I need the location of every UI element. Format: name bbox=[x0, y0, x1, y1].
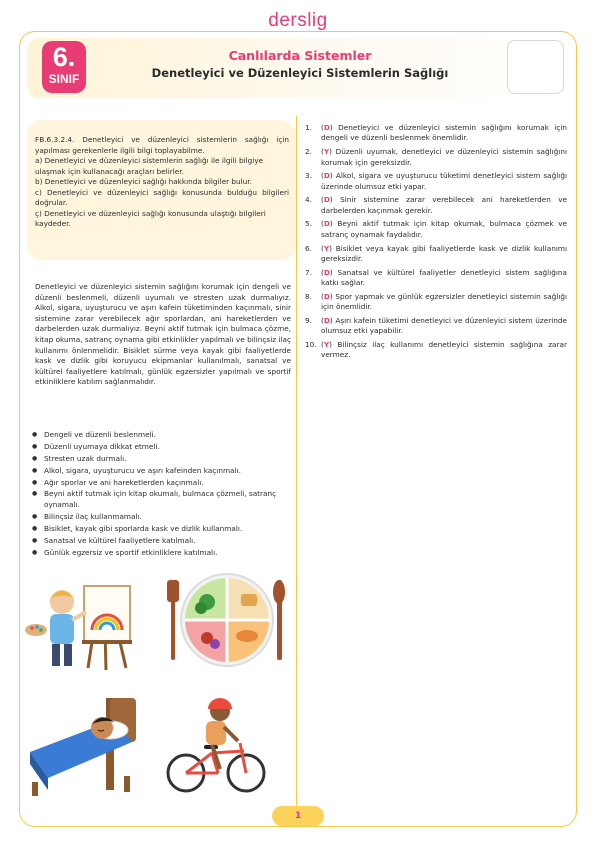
question-item: 6. (Y) Bisiklet veya kayak gibi faaliyetlerde kask ve dizlik kullanımı gereksizdir. bbox=[305, 243, 567, 263]
answer-mark: D bbox=[323, 171, 330, 181]
question-item: 2. (Y) Düzenli uyumak, denetleyici ve düzenleyici sistemin sağlığını korumak için gereksizdir. bbox=[305, 147, 567, 167]
list-item: ● Sanatsal ve kültürel faaliyetlere katılmalı. bbox=[32, 536, 294, 547]
answer-mark: Y bbox=[323, 147, 330, 157]
question-number: 3. bbox=[305, 171, 312, 181]
list-item: ● Beyni aktif tutmak için kitap okumalı, bulmaca çözmeli, satranç oynamalı. bbox=[32, 489, 294, 510]
column-divider bbox=[296, 116, 297, 811]
question-item: 4. (D) Sinir sistemine zarar verebilecek ani hareketlerden ve darbelerden kaçınmak gerekir. bbox=[305, 195, 568, 215]
question-number: 5. bbox=[305, 219, 312, 229]
answer-mark: Y bbox=[323, 243, 330, 253]
question-item: 5. (D) Beyni aktif tutmak için kitap okumak, bulmaca çözmek ve satranç oynamak faydalıdır. bbox=[305, 219, 568, 239]
list-item: ● Stresten uzak durmalı. bbox=[32, 454, 294, 465]
question-text: Düzenli uyumak, denetleyici ve düzenleyici sistemin sağlığını korumak için gereksizdir. bbox=[321, 147, 567, 167]
objective-line: ç) Denetleyici ve düzenleyici sağlığı konusunda ulaştığı bilgileri kaydeder. bbox=[35, 208, 266, 228]
list-item: ● Düzenli uyumaya dikkat etmeli. bbox=[32, 442, 294, 453]
corner-box bbox=[507, 40, 564, 94]
question-text: Sinir sistemine zarar verebilecek ani hareketlerden ve darbelerden kaçınmak gerekir. bbox=[321, 195, 568, 215]
answer-mark: D bbox=[323, 219, 330, 229]
question-number: 10. bbox=[305, 339, 317, 349]
grade-number: 6. bbox=[52, 42, 76, 72]
objective-line: c) Denetleyici ve düzenleyici sağlığı konusunda bulduğu bilgileri doğrular. bbox=[35, 187, 289, 207]
cycling-child-illustration bbox=[164, 695, 268, 797]
answer-mark: D bbox=[323, 195, 330, 205]
sleeping-child-illustration bbox=[24, 690, 142, 798]
painting-child-illustration bbox=[22, 572, 144, 672]
question-item: 9. (D) Aşırı kafein tüketimi denetleyici ve düzenleyici sistem üzerinde olumsuz etki yapabilir. bbox=[305, 315, 567, 336]
grade-label: SINIF bbox=[48, 72, 80, 86]
question-text: Alkol, sigara ve uyuşturucu tüketimi denetleyici sistem sağlığı üzerinde olumsuz etki yapar. bbox=[321, 171, 567, 191]
question-text: Bilinçsiz ilaç kullanımı denetleyici sistemin sağlığına zarar vermez. bbox=[321, 339, 567, 360]
list-item: ● Alkol, sigara, uyuşturucu ve aşırı kafeinden kaçınmalı. bbox=[32, 466, 294, 477]
question-item: 3. (D) Alkol, sigara ve uyuşturucu tüketimi denetleyici sistem sağlığı üzerinde olumsuz etki yapar. bbox=[305, 171, 567, 191]
topic-title: Denetleyici ve Düzenleyici Sistemlerin Sağlığı bbox=[151, 66, 449, 80]
answer-mark: D bbox=[323, 315, 330, 325]
question-number: 9. bbox=[305, 315, 312, 325]
bullet-list bbox=[32, 430, 294, 559]
question-number: 2. bbox=[305, 147, 312, 157]
page-number: 1 bbox=[272, 806, 324, 826]
unit-title: Canlılarda Sistemler bbox=[228, 48, 372, 63]
objective-text bbox=[35, 135, 289, 230]
question-number: 6. bbox=[305, 243, 312, 253]
brand-logo: derslig bbox=[268, 10, 328, 31]
grade-badge bbox=[42, 41, 86, 93]
list-item: ● Bilinçsiz ilaç kullanmamalı. bbox=[32, 512, 294, 523]
list-item: ● Günlük egzersiz ve sportif etkinliklere katılmalı. bbox=[32, 548, 294, 559]
objective-line: a) Denetleyici ve düzenleyici sistemlerin sağlığı ile ilgili bilgiye ulaşmak için kullanacağı araçları belirler. bbox=[35, 156, 264, 176]
answer-mark: D bbox=[323, 291, 330, 301]
question-number: 1. bbox=[305, 123, 312, 132]
list-item: ● Dengeli ve düzenli beslenmeli. bbox=[32, 430, 294, 441]
question-text: Bisiklet veya kayak gibi faaliyetlerde kask ve dizlik kullanımı gereksizdir. bbox=[321, 243, 567, 263]
objective-line: b) Denetleyici ve düzenleyici sağlığı hakkında bilgiler bulur. bbox=[35, 177, 252, 186]
answer-mark: D bbox=[323, 123, 330, 132]
question-number: 4. bbox=[305, 195, 312, 205]
body-paragraph: Denetleyici ve düzenleyici sistemin sağlığını korumak için dengeli ve düzenli beslenmeli, düzenli uyumalı ve stresten uzak durmalıyız. Alkol, sigara, uyuşturucu ve aşırı kafein tüketiminden kaçınmalı, sinir sistemine zarar verebilecek ağır sporlardan, ani hareketlerden ve darbelerden uzak durmalıyız. Beyni aktif tutmak için bulmaca çözme, kitap okuma, satranç oynama gibi etkinlikler yapılmalı ve bilinçsiz ilaç kullanımı önlenmelidir. Bisiklet sürme veya kayak gibi faaliyetlerde kask ve dizlik gibi koruyucu ekipmanlar kullanılmalı, sanatsal ve kültürel faaliyetlere katılmalı, günlük egzersizler yapılmalı ve sportif etkinliklere katılım sağlanmalıdır. bbox=[35, 282, 291, 387]
question-text: Beyni aktif tutmak için kitap okumak, bulmaca çözmek ve satranç oynamak faydalıdır. bbox=[321, 219, 568, 239]
food-plate-illustration bbox=[165, 570, 289, 670]
list-item: ● Ağır sporlar ve ani hareketlerden kaçınmalı. bbox=[32, 478, 294, 489]
question-number: 8. bbox=[305, 291, 312, 301]
question-text: Aşırı kafein tüketimi denetleyici ve düzenleyici sistem üzerinde olumsuz etki yapabilir. bbox=[321, 315, 567, 336]
question-text: Sanatsal ve kültürel faaliyetler denetleyici sistem sağlığına katkı sağlar. bbox=[321, 267, 567, 288]
answer-mark: Y bbox=[323, 339, 330, 349]
question-number: 7. bbox=[305, 267, 312, 277]
question-text: Spor yapmak ve günlük egzersizler denetleyici sistemin sağlığı için önemlidir. bbox=[321, 291, 568, 312]
question-item: 1. (D) Denetleyici ve düzenleyici sistemin sağlığını korumak için dengeli ve düzenli beslenmek önemlidir. bbox=[305, 123, 568, 143]
question-item: 7. (D) Sanatsal ve kültürel faaliyetler denetleyici sistem sağlığına katkı sağlar. bbox=[305, 267, 567, 288]
list-item: ● Bisiklet, kayak gibi sporlarda kask ve dizlik kullanmalı. bbox=[32, 524, 294, 535]
question-list bbox=[305, 123, 567, 364]
answer-mark: D bbox=[323, 267, 330, 277]
question-item: 8. (D) Spor yapmak ve günlük egzersizler denetleyici sistemin sağlığı için önemlidir. bbox=[305, 291, 568, 312]
question-text: Denetleyici ve düzenleyici sistemin sağlığını korumak için dengeli ve düzenli beslenmek önemlidir. bbox=[321, 123, 568, 143]
question-item: 10. (Y) Bilinçsiz ilaç kullanımı denetleyici sistemin sağlığına zarar vermez. bbox=[305, 339, 567, 360]
objective-line: FB.6.3.2.4. Denetleyici ve düzenleyici sistemlerin sağlığı için yapılması gerekenlerle ilgili bilgi toplayabilme. bbox=[35, 135, 289, 155]
